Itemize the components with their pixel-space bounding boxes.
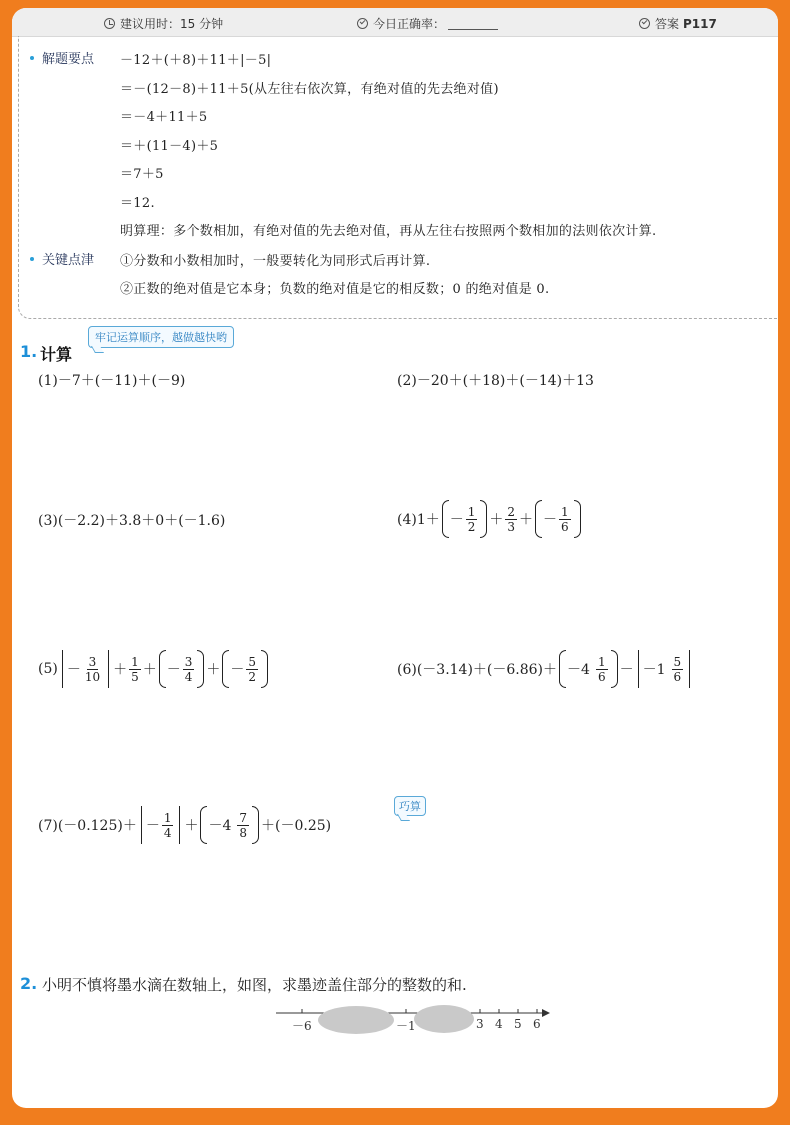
- key-point-line: ②正数的绝对值是它本身；负数的绝对值是它的相反数；0 的绝对值是 0.: [120, 282, 550, 297]
- tick-label: 6: [533, 1017, 541, 1031]
- problem-7-tail: (－0.25): [275, 818, 332, 834]
- solution-line: －12＋(＋8)＋11＋|－5|: [120, 53, 272, 68]
- left-paren: [222, 650, 229, 688]
- fraction: [129, 655, 141, 684]
- denominator: 4: [184, 669, 193, 684]
- solution-line: 明算理：多个数相加，有绝对值的先去绝对值，再从左往右按照两个数相加的法则依次计算.: [120, 224, 657, 239]
- numerator: 1: [131, 654, 139, 669]
- fraction: [83, 655, 102, 684]
- denominator: 10: [84, 669, 101, 684]
- accuracy-label: 今日正确率：: [373, 17, 446, 31]
- key-point-line: ①分数和小数相加时，一般要转化为同形式后再计算.: [120, 254, 431, 269]
- numerator: 1: [597, 654, 606, 669]
- plus-sign: ＋: [142, 662, 157, 678]
- mixed-whole: －4: [567, 662, 590, 678]
- plus-sign: ＋: [261, 818, 276, 834]
- problem-4: [397, 500, 583, 538]
- right-paren: [197, 650, 204, 688]
- solution-heading: 解题要点: [30, 48, 94, 67]
- key-points-heading: 关键点津: [30, 249, 94, 268]
- denominator: 6: [561, 519, 569, 534]
- absolute-bar: [638, 650, 639, 688]
- numerator: 1: [163, 810, 172, 825]
- right-paren: [480, 500, 487, 538]
- fraction: [672, 655, 684, 684]
- solution-line: ＝12.: [120, 196, 155, 211]
- fraction: [466, 505, 478, 534]
- number-line: [276, 996, 556, 1036]
- problem-7: [38, 806, 331, 844]
- denominator: 2: [467, 519, 476, 534]
- minus-sign: －: [619, 662, 634, 678]
- axis-arrow-icon: [542, 1009, 550, 1017]
- fraction: [505, 505, 517, 534]
- mixed-whole: －1: [642, 662, 666, 678]
- plus-sign: ＋: [206, 662, 221, 678]
- problem-5-label: (5): [38, 661, 58, 677]
- question-1-title: 计算: [40, 345, 73, 364]
- left-paren: [159, 650, 166, 688]
- denominator: 3: [507, 519, 516, 534]
- mixed-whole: －4: [208, 818, 232, 834]
- numerator: 2: [507, 504, 516, 519]
- tick-label: 3: [476, 1017, 484, 1031]
- problem-5: [38, 650, 270, 688]
- fraction: [596, 655, 608, 684]
- denominator: 4: [163, 825, 172, 840]
- answer-label: 答案: [655, 17, 680, 31]
- check-circle-icon: [639, 18, 650, 29]
- solution-line: ＝－4＋11＋5: [120, 110, 208, 125]
- worksheet-page: [12, 8, 778, 1108]
- minus-sign: －: [543, 512, 558, 528]
- minus-sign: －: [145, 818, 160, 834]
- clock-icon: [104, 18, 115, 29]
- ink-blot: [414, 1005, 474, 1033]
- problem-7-label: (7)(－0.125)＋: [38, 818, 137, 834]
- fraction: [559, 505, 571, 534]
- mixed-number: [208, 811, 251, 840]
- solution-line: ＝＋(11－4)＋5: [120, 139, 219, 154]
- problem-2: (2)－20＋(＋18)＋(－14)＋13: [397, 373, 594, 389]
- minus-sign: －: [230, 662, 245, 678]
- left-paren: [535, 500, 542, 538]
- problem-4-label: (4)1＋: [397, 512, 440, 528]
- absolute-bar: [62, 650, 63, 688]
- minus-sign: －: [449, 512, 464, 528]
- denominator: 2: [248, 669, 257, 684]
- suggested-time-label: 建议用时：15 分钟: [120, 17, 224, 31]
- tick-label: －6: [292, 1019, 312, 1033]
- denominator: 6: [673, 669, 682, 684]
- plus-sign: ＋: [489, 512, 504, 528]
- question-1-hint: 牢记运算顺序，越做越快哟: [88, 326, 234, 348]
- right-paren: [252, 806, 259, 844]
- right-paren: [261, 650, 268, 688]
- plus-sign: ＋: [184, 818, 199, 834]
- problem-6-label: (6)(－3.14)＋(－6.86)＋: [397, 662, 558, 678]
- absolute-bar: [108, 650, 109, 688]
- tick-label: －1: [396, 1019, 416, 1033]
- question-2-number: 2.: [20, 974, 38, 993]
- accuracy-rate: [357, 15, 498, 32]
- question-2-text: 小明不慎将墨水滴在数轴上，如图，求墨迹盖住部分的整数的和.: [42, 976, 467, 994]
- minus-sign: －: [66, 662, 81, 678]
- numerator: 1: [561, 504, 569, 519]
- numerator: 3: [88, 654, 97, 669]
- fraction: [237, 811, 249, 840]
- tick-label: 4: [495, 1017, 503, 1031]
- tick-label: 5: [514, 1017, 522, 1031]
- absolute-bar: [141, 806, 142, 844]
- left-paren: [559, 650, 566, 688]
- problem-3: (3)(－2.2)＋3.8＋0＋(－1.6): [38, 513, 226, 529]
- denominator: 6: [597, 669, 606, 684]
- problem-6: [397, 650, 694, 688]
- absolute-bar: [689, 650, 690, 688]
- numerator: 1: [467, 504, 476, 519]
- numerator: 7: [239, 810, 248, 825]
- right-paren: [611, 650, 618, 688]
- solution-line: ＝－(12－8)＋11＋5(从左往右依次算，有绝对值的先去绝对值): [120, 82, 499, 97]
- fraction: [183, 655, 195, 684]
- ink-blot: [318, 1006, 394, 1034]
- problem-1: (1)－7＋(－11)＋(－9): [38, 373, 186, 389]
- answer-reference: [639, 15, 717, 32]
- answer-page-number: P117: [683, 16, 717, 31]
- fraction: [162, 811, 174, 840]
- question-1-number: 1.: [20, 342, 38, 361]
- numerator: 5: [248, 654, 257, 669]
- right-paren: [574, 500, 581, 538]
- absolute-bar: [179, 806, 180, 844]
- check-circle-icon: [357, 18, 368, 29]
- mixed-number: [567, 655, 610, 684]
- denominator: 5: [131, 669, 139, 684]
- header-bar: [12, 8, 778, 37]
- solution-line: ＝7＋5: [120, 167, 164, 182]
- problem-7-hint: 巧算: [394, 796, 426, 816]
- accuracy-blank[interactable]: [448, 18, 498, 30]
- plus-sign: ＋: [519, 512, 534, 528]
- numerator: 3: [184, 654, 193, 669]
- numerator: 5: [673, 654, 682, 669]
- suggested-time: [104, 15, 223, 32]
- denominator: 8: [239, 825, 248, 840]
- mixed-number: [643, 655, 686, 684]
- minus-sign: －: [166, 662, 181, 678]
- plus-sign: ＋: [113, 662, 128, 678]
- left-paren: [442, 500, 449, 538]
- left-paren: [200, 806, 207, 844]
- fraction: [246, 655, 258, 684]
